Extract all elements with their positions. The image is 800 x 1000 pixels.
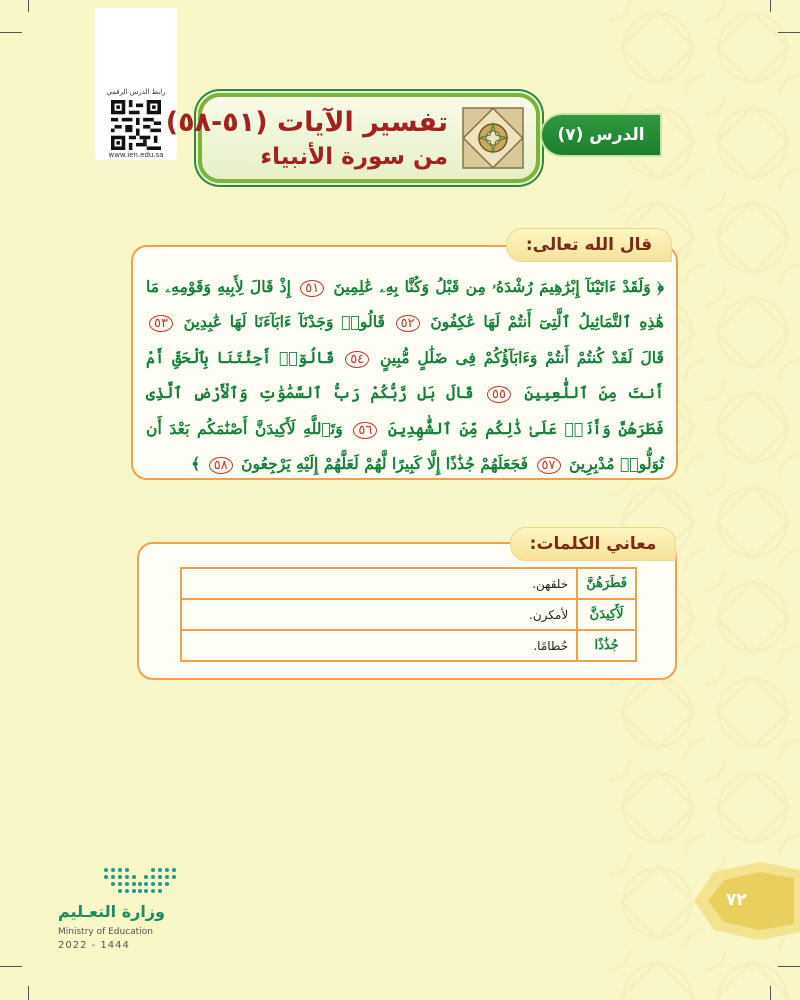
crop-mark: [770, 0, 771, 12]
verse-number: ٥٦: [353, 422, 377, 439]
edition-year: 2022 - 1444: [58, 940, 130, 951]
crop-mark: [778, 32, 800, 33]
verse-text: وَتَٱللَّهِ لَأَكِيدَنَّ أَصْنَٰمَكُم بَعْدَ أَن تُوَلُّوا۟ مُدْبِرِينَ: [146, 418, 664, 474]
verse-close-bracket: ﴾: [191, 454, 201, 474]
quran-verses: [146, 270, 664, 482]
word-meanings-table: [180, 567, 637, 662]
lesson-title: تفسير الآيات (٥١-٥٨): [165, 107, 448, 138]
crop-mark: [0, 966, 22, 967]
verse-number: ٥٥: [487, 386, 511, 403]
quran-section-header: قال الله تعالى:: [506, 228, 672, 262]
page-number: ٧٢: [726, 890, 747, 910]
verse-text: قَالُوا۟ وَجَدْنَآ ءَابَآءَنَا لَهَا عَٰبِدِينَ: [183, 312, 385, 332]
meaning-cell: خلقهن.: [181, 568, 577, 599]
crop-mark: [28, 0, 29, 12]
ministry-name-arabic: وزارة التعـليم: [58, 902, 165, 921]
meanings-section-header: معاني الكلمات:: [510, 527, 676, 561]
verse-number: ٥٧: [537, 457, 561, 474]
islamic-ornament-icon: [458, 105, 528, 171]
verse-number: ٥٤: [345, 351, 369, 368]
lesson-number-tab: الدرس (٧): [540, 113, 662, 157]
verse-text: قَالَ بَل رَّبُّكُمْ رَبُّ ٱلسَّمَٰوَٰتِ وَٱلْأَرْضِ ٱلَّذِى فَطَرَهُنَّ وَأَنَا۠ عَلَىٰ ذَٰلِكُم مِّنَ ٱلشَّٰهِدِينَ: [146, 383, 665, 438]
verse-number: ٥٣: [149, 315, 173, 332]
meaning-cell: حُطامًا.: [181, 630, 577, 661]
word-cell: فَطَرَهُنَّ: [577, 568, 636, 599]
verse-text: فَجَعَلَهُمْ جُذَٰذًا إِلَّا كَبِيرًا لَّهُمْ لَعَلَّهُمْ إِلَيْهِ يَرْجِعُونَ: [241, 454, 529, 474]
crop-mark: [770, 986, 771, 1000]
page-number-badge: [694, 862, 800, 940]
word-cell: لَأَكِيدَنَّ: [577, 599, 636, 630]
page-number-shape-icon: [694, 862, 800, 940]
table-row: [181, 630, 636, 661]
table-row: [181, 568, 636, 599]
ministry-logo: [58, 862, 198, 952]
verse-text: قَالَ لَقَدْ كُنتُمْ أَنتُمْ وَءَابَآؤُكُمْ فِى ضَلَٰلٍ مُّبِينٍ: [380, 347, 664, 367]
crop-mark: [778, 966, 800, 967]
qr-url: www.ien.edu.sa: [108, 151, 164, 159]
qr-label: رابط الدرس الرقمي: [106, 88, 166, 96]
ministry-dots-icon: [58, 862, 194, 898]
verse-number: ٥٢: [396, 315, 420, 332]
verse-text: ﴿ وَلَقَدْ ءَاتَيْنَآ إِبْرَٰهِيمَ رُشْدَهُۥ مِن قَبْلُ وَكُنَّا بِهِۦ عَٰلِمِينَ: [333, 277, 664, 296]
meaning-cell: لأمكرن.: [181, 599, 577, 630]
ministry-name-english: Ministry of Education: [58, 927, 153, 937]
lesson-title-banner: [165, 93, 540, 183]
word-cell: جُذَٰذًا: [577, 630, 636, 661]
qr-code-icon: [108, 100, 164, 150]
verse-number: ٥١: [300, 280, 324, 297]
verse-number: ٥٨: [209, 457, 233, 474]
table-row: [181, 599, 636, 630]
crop-mark: [0, 32, 22, 33]
crop-mark: [28, 986, 29, 1000]
lesson-subtitle: من سورة الأنبياء: [260, 144, 448, 170]
verse-text: قَالُوٓا۟ أَجِئْتَنَا بِٱلْحَقِّ أَمْ أَنتَ مِنَ ٱللَّٰعِبِينَ: [146, 347, 665, 403]
qr-code-panel[interactable]: [95, 8, 177, 160]
verse-text: إِذْ قَالَ لِأَبِيهِ وَقَوْمِهِۦ مَا هَٰذِهِ ٱلتَّمَاثِيلُ ٱلَّتِىٓ أَنتُمْ لَهَا عَٰكِفُونَ: [146, 277, 664, 332]
